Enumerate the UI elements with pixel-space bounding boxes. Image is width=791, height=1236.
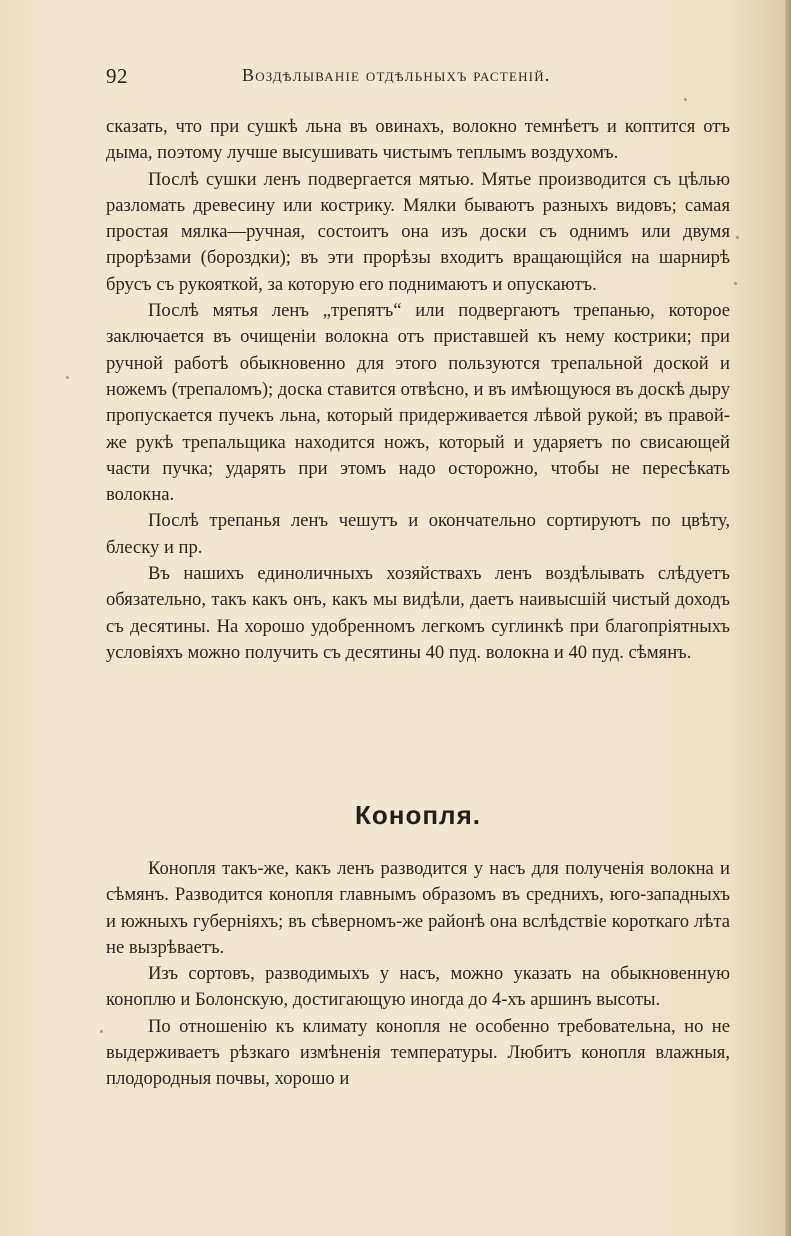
page-edge [785,0,791,1236]
paragraph: Въ нашихъ единоличныхъ хозяйствахъ ленъ воздѣлывать слѣдуетъ обязательно, такъ какъ онъ, какъ мы видѣли, даетъ наивысшій чистый доходъ съ десятины. На хорошо удобренномъ легкомъ суглинкѣ при благопріятныхъ условіяхъ можно получить съ десятины 40 пуд. волокна и 40 пуд. сѣмянъ. [106,563,730,663]
paper-speck [100,1030,103,1033]
paragraph: По отношенію къ климату конопля не особенно требовательна, но не выдерживаетъ рѣзкаго измѣненія температуры. Любитъ конопля влажныя, плодородныя почвы, хорошо и [106,1015,730,1090]
page-number: 92 [106,64,128,88]
running-title: Воздѣлываніе отдѣльныхъ растеній. [242,65,551,85]
page-header [106,64,730,94]
paragraph: Послѣ сушки ленъ подвергается мятью. Мятье производится съ цѣлью разломать древесину или кострику. Мялки бываютъ разныхъ видовъ; самая простая мялка—ручная, состоитъ она изъ доски съ однимъ или двумя прорѣзами (бороздки); въ эти прорѣзы входитъ вращающійся на шарнирѣ брусъ съ рукояткой, за которую его поднимаютъ и опускаютъ. [106,168,730,295]
text-block-top [106,114,730,666]
paper-speck [66,376,69,379]
paper-speck [684,98,687,101]
paragraph: Изъ сортовъ, разводимыхъ у насъ, можно указать на обыкновенную коноплю и Болонскую, достигающую иногда до 4-хъ аршинъ высоты. [106,963,730,1011]
paragraph: сказать, что при сушкѣ льна въ овинахъ, волокно темнѣетъ и коптится отъ дыма, поэтому лучше высушивать чистымъ теплымъ воздухомъ. [106,116,730,164]
paper-speck [736,236,739,239]
section-heading: Конопля. [355,800,481,830]
paper-speck [734,282,737,285]
paragraph: Конопля такъ-же, какъ ленъ разводится у насъ для полученія волокна и сѣмянъ. Разводится конопля главнымъ образомъ въ среднихъ, юго-западныхъ и южныхъ губерніяхъ; въ сѣверномъ-же районѣ она вслѣдствіе короткаго лѣта не вызрѣваетъ. [106,858,730,958]
paragraph: Послѣ мятья ленъ „трепятъ“ или подвергаютъ трепанью, которое заключается въ очищеніи волокна отъ приставшей къ нему кострики; при ручной работѣ обыкновенно для этого пользуются трепальной доской и ножемъ (трепаломъ); доска ставится отвѣсно, и въ имѣющуюся въ доскѣ дыру пропускается пучекъ льна, который придерживается лѣвой рукой; въ правой-же рукѣ трепальщика находится ножъ, который и ударяетъ по свисающей части пучка; ударять при этомъ надо осторожно, чтобы не пересѣкать волокна. [106,300,730,506]
text-block-bottom [106,856,730,1093]
paragraph: Послѣ трепанья ленъ чешутъ и окончательно сортируютъ по цвѣту, блеску и пр. [106,510,730,558]
